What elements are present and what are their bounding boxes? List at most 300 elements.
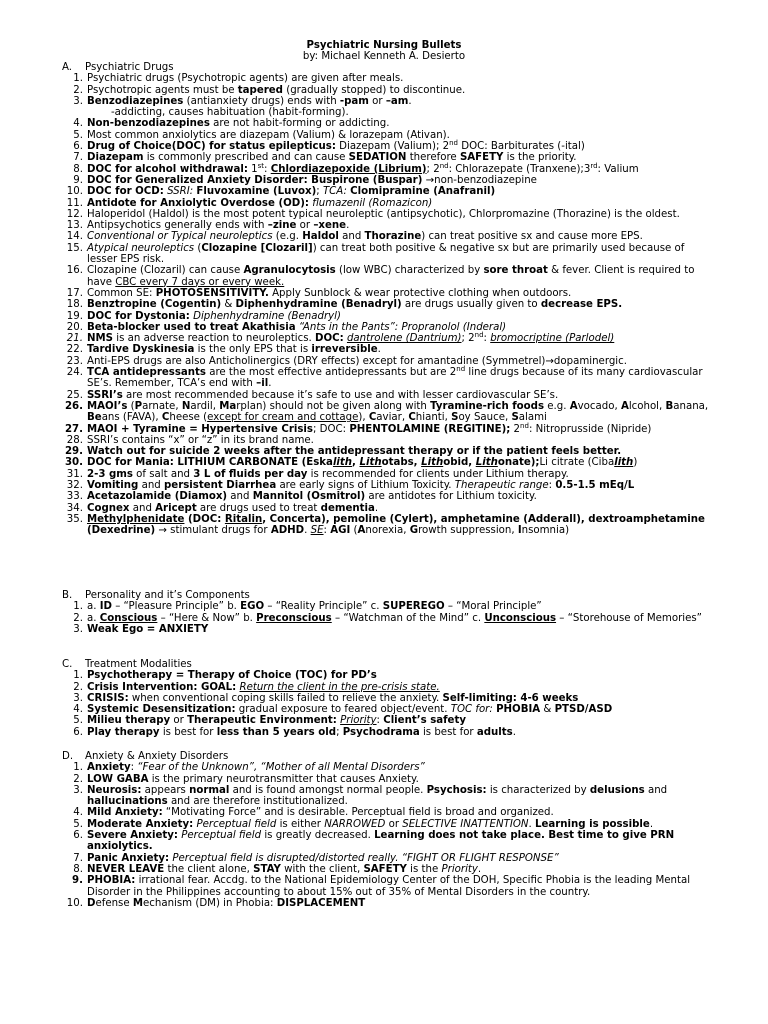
item-number: 26. bbox=[64, 400, 83, 412]
text-run: Weak Ego = ANXIETY bbox=[87, 623, 209, 635]
text-run: Watch out for suicide 2 weeks after the antidepressant therapy or if the patient feels better. bbox=[87, 446, 622, 458]
text-run: or bbox=[296, 220, 314, 232]
item-text bbox=[87, 390, 712, 401]
text-run: is commonly prescribed and can cause bbox=[143, 152, 349, 164]
text-run: PHOBIA bbox=[496, 704, 541, 716]
text-run: S bbox=[451, 412, 459, 424]
text-run: –am bbox=[385, 95, 409, 107]
text-run: persistent Diarrhea bbox=[164, 479, 277, 491]
item-text bbox=[87, 311, 712, 322]
item-number: 25. bbox=[66, 389, 83, 401]
text-run: Apply Sunblock & wear protective clothing when outdoors. bbox=[268, 287, 572, 299]
text-run: dantrolene (Dantrium) bbox=[346, 333, 462, 345]
item-number: 10. bbox=[66, 897, 83, 909]
text-run: “Ants in the Pants”: Propranolol (Inderal) bbox=[298, 321, 507, 333]
text-run: SUPEREGO bbox=[382, 601, 445, 613]
item-text bbox=[87, 344, 712, 355]
text-run: rd bbox=[590, 161, 598, 170]
item-number: 31. bbox=[66, 468, 83, 480]
item-text bbox=[87, 491, 712, 502]
section-title: Psychiatric Drugs bbox=[85, 62, 174, 73]
text-run: and bbox=[227, 491, 253, 503]
text-run: Conventional or Typical neuroleptics bbox=[87, 231, 273, 243]
text-run: NMS bbox=[87, 333, 114, 345]
text-run: ; DOC: bbox=[312, 423, 350, 435]
text-run: rplan) should not be given along with bbox=[236, 400, 431, 412]
text-run: Ritalin bbox=[224, 513, 263, 525]
text-run: -addicting, causes habituation (habit-forming). bbox=[111, 107, 349, 119]
text-run: obid, bbox=[443, 457, 476, 469]
text-run: ans (FAVA), bbox=[101, 412, 162, 424]
text-run: C bbox=[368, 412, 377, 424]
text-run: C bbox=[408, 412, 416, 424]
text-run: “Fear of the Unknown”, “Mother of all Mental Disorders” bbox=[137, 762, 425, 774]
text-run: ardil, bbox=[190, 400, 220, 412]
text-run: and is found amongst normal people. bbox=[229, 784, 427, 796]
text-run: ) can treat both positive & negative sx but are primarily used because of lesser EPS risk. bbox=[87, 242, 685, 266]
item-text bbox=[87, 785, 712, 808]
text-run: : Valium bbox=[597, 163, 639, 175]
item-number: 21. bbox=[66, 333, 83, 345]
text-run: : bbox=[264, 163, 271, 175]
item-number: 4. bbox=[73, 704, 83, 716]
text-run: heese ( bbox=[169, 412, 208, 424]
text-run: Therapeutic range bbox=[454, 479, 549, 491]
text-run: Methylphenidate bbox=[87, 513, 185, 525]
text-run: except for cream and cottage bbox=[207, 412, 359, 424]
text-run: Milieu therapy bbox=[87, 715, 171, 727]
text-run: irreversible bbox=[311, 344, 378, 356]
text-run: SELECTIVE INATTENTION bbox=[402, 818, 529, 830]
item-number: 14. bbox=[66, 231, 83, 243]
item-number: 3. bbox=[73, 95, 83, 107]
text-run: →non-benzodiazepine bbox=[422, 174, 537, 186]
text-run: Priority bbox=[441, 863, 478, 875]
text-run: is the primary neurotransmitter that causes Anxiety. bbox=[148, 773, 419, 785]
text-run: nd bbox=[474, 331, 484, 340]
text-run: . bbox=[528, 818, 535, 830]
text-run: G bbox=[409, 525, 419, 537]
item-text bbox=[87, 670, 712, 681]
list-item bbox=[62, 727, 712, 738]
text-run: dementia bbox=[320, 502, 375, 514]
section-item-list bbox=[62, 670, 712, 738]
text-run: hianti, bbox=[415, 412, 452, 424]
text-run: are antidotes for Lithium toxicity. bbox=[365, 491, 537, 503]
text-run: ), bbox=[358, 412, 369, 424]
section-personality-components bbox=[62, 590, 712, 635]
text-run: (low WBC) characterized by bbox=[335, 265, 484, 277]
text-run: is an adverse reaction to neuroleptics. bbox=[113, 333, 316, 345]
text-run: – “Here & Now” b. bbox=[157, 612, 257, 624]
item-number: 8. bbox=[73, 163, 83, 175]
text-run: . bbox=[346, 220, 350, 232]
text-run: adults bbox=[476, 726, 513, 738]
item-text bbox=[87, 864, 712, 875]
item-number: 13. bbox=[66, 220, 83, 232]
item-number: 10. bbox=[66, 186, 83, 198]
text-run: Clozapine (Clozaril) can cause bbox=[87, 265, 244, 277]
text-run: . bbox=[649, 818, 654, 830]
text-run: Mild Anxiety: bbox=[87, 807, 163, 819]
item-number: 12. bbox=[66, 208, 83, 220]
item-number: 1. bbox=[73, 762, 83, 774]
text-run: a. bbox=[87, 612, 100, 624]
text-run: PHENTOLAMINE (REGITINE); bbox=[349, 423, 511, 435]
text-run: Aricept bbox=[155, 502, 197, 514]
text-run: – “Moral Principle” bbox=[444, 601, 542, 613]
text-run: Preconscious bbox=[256, 612, 332, 624]
text-run: . bbox=[408, 95, 412, 107]
text-run: DOC for OCD: bbox=[87, 186, 164, 198]
item-text bbox=[87, 299, 712, 310]
text-run: Drug of Choice(DOC) for status epilepticus: bbox=[87, 141, 336, 153]
item-number: 2. bbox=[73, 612, 83, 624]
item-number: 19. bbox=[66, 310, 83, 322]
text-run: ( bbox=[350, 525, 358, 537]
list-item bbox=[62, 480, 712, 491]
text-run: 1 bbox=[247, 163, 258, 175]
list-item bbox=[62, 118, 712, 129]
item-number: 23. bbox=[66, 355, 83, 367]
text-run: B bbox=[665, 400, 674, 412]
text-run: N bbox=[181, 400, 191, 412]
item-text bbox=[87, 469, 712, 480]
text-run: are most recommended because it’s safe to use and with lesser cardiovascular SE’s. bbox=[122, 389, 559, 401]
text-run: or bbox=[368, 95, 386, 107]
text-run: ( bbox=[194, 242, 202, 254]
section-letter: A. bbox=[62, 62, 73, 73]
item-text bbox=[87, 613, 712, 624]
text-run: is characterized by bbox=[486, 784, 590, 796]
text-run: : bbox=[483, 333, 491, 345]
text-run: CRISIS: bbox=[87, 692, 129, 704]
text-run: nsomnia) bbox=[521, 525, 570, 537]
item-number: 32. bbox=[66, 479, 83, 491]
text-run: LOW GABA bbox=[87, 773, 149, 785]
text-run: Tyramine-rich foods bbox=[430, 400, 545, 412]
text-run: Diphenhydramine (Benadryl) bbox=[193, 310, 341, 322]
text-run: M bbox=[132, 897, 144, 909]
text-run: Thorazine bbox=[364, 231, 422, 243]
list-item bbox=[62, 457, 712, 468]
text-run: efense bbox=[95, 897, 133, 909]
section-letter: B. bbox=[62, 590, 73, 601]
list-item bbox=[62, 73, 712, 84]
list-item bbox=[62, 265, 712, 288]
section-title: Personality and it’s Components bbox=[85, 590, 250, 601]
text-run: D bbox=[87, 897, 96, 909]
item-number: 18. bbox=[66, 299, 83, 311]
list-item bbox=[62, 774, 712, 785]
text-run: the client alone, bbox=[164, 863, 254, 875]
text-run: and bbox=[338, 231, 365, 243]
text-run: Cognex bbox=[87, 502, 130, 514]
text-run: . bbox=[377, 344, 381, 356]
list-item bbox=[62, 186, 712, 197]
item-number: 11. bbox=[66, 197, 83, 209]
text-run: Crisis Intervention: GOAL: bbox=[87, 681, 237, 693]
text-run: MAOI’s bbox=[87, 400, 128, 412]
text-run: . bbox=[477, 863, 482, 875]
text-run: Diazepam bbox=[87, 152, 144, 164]
text-run: –zine bbox=[267, 220, 297, 232]
text-run: nd bbox=[520, 421, 529, 430]
list-item bbox=[62, 198, 712, 209]
text-run: 2-3 gms bbox=[87, 468, 133, 480]
section-letter: D. bbox=[62, 751, 74, 762]
text-run: Most common anxiolytics are diazepam (Valium) & lorazepam (Ativan). bbox=[87, 129, 450, 141]
text-run: Beta-blocker used to treat Akathisia bbox=[87, 321, 296, 333]
item-number: 6. bbox=[73, 830, 83, 842]
section-title: Treatment Modalities bbox=[85, 659, 192, 670]
text-run: – “Storehouse of Memories” bbox=[556, 612, 702, 624]
text-run: PTSD/ASD bbox=[554, 704, 613, 716]
text-run: are not habit-forming or addicting. bbox=[209, 118, 390, 130]
list-item bbox=[62, 322, 712, 333]
item-number: 16. bbox=[66, 265, 83, 277]
text-run: : bbox=[376, 715, 384, 727]
text-run: when conventional coping skills failed to relieve the anxiety. bbox=[128, 692, 443, 704]
item-text bbox=[87, 231, 712, 242]
item-number: 7. bbox=[73, 852, 83, 864]
section-heading bbox=[62, 62, 712, 73]
item-text bbox=[87, 624, 712, 635]
text-run: is greatly decreased. bbox=[261, 830, 375, 842]
text-run: . bbox=[304, 525, 311, 537]
list-item bbox=[62, 514, 712, 537]
item-text bbox=[87, 130, 712, 141]
list-item bbox=[62, 344, 712, 355]
text-run: Therapeutic Environment: bbox=[187, 715, 337, 727]
text-run: : Chlorazepate (Tranxene);3 bbox=[448, 163, 591, 175]
text-run: Psychotherapy = Therapy of Choice (TOC) for PD’s bbox=[87, 670, 377, 682]
item-text bbox=[87, 73, 712, 84]
text-run: –xene bbox=[313, 220, 347, 232]
list-item bbox=[62, 613, 712, 624]
list-item bbox=[62, 421, 712, 435]
text-run: Neurosis: bbox=[87, 784, 142, 796]
text-run: A bbox=[357, 525, 366, 537]
text-run: Learning does not take place. Best time to give PRN anxiolytics. bbox=[87, 830, 675, 853]
text-run: ADHD bbox=[270, 525, 305, 537]
item-number: 5. bbox=[73, 818, 83, 830]
item-text bbox=[87, 774, 712, 785]
item-text bbox=[87, 96, 712, 119]
text-run: or bbox=[385, 818, 403, 830]
text-run: (gradually stopped) to discontinue. bbox=[282, 84, 466, 96]
text-run: line drugs because of its many cardiovascular SE’s. Remember, TCA’s end with bbox=[87, 367, 703, 390]
text-run: 0.5-1.5 mEq/L bbox=[555, 479, 635, 491]
text-run: ; bbox=[336, 726, 343, 738]
item-text bbox=[87, 288, 712, 299]
text-run: . bbox=[268, 378, 272, 390]
text-run: Psychiatric drugs (Psychotropic agents) are given after meals. bbox=[87, 73, 404, 85]
text-run: flumazenil (Romazicon) bbox=[312, 197, 433, 209]
list-item bbox=[62, 85, 712, 96]
text-run: Client’s safety bbox=[383, 715, 466, 727]
list-item bbox=[62, 864, 712, 875]
text-run: TOC for: bbox=[450, 704, 493, 716]
text-run: Self-limiting: 4-6 weeks bbox=[442, 692, 579, 704]
text-run: tapered bbox=[237, 84, 283, 96]
text-run: & bbox=[221, 299, 236, 311]
text-run: lcohol, bbox=[628, 400, 666, 412]
text-run: S bbox=[511, 412, 519, 424]
text-run: is best for bbox=[159, 726, 217, 738]
text-run: therefore bbox=[406, 152, 460, 164]
item-text bbox=[87, 152, 712, 163]
text-run: STAY bbox=[253, 863, 281, 875]
item-text bbox=[87, 220, 712, 231]
list-item bbox=[62, 390, 712, 401]
item-text bbox=[87, 435, 712, 446]
list-item bbox=[62, 231, 712, 242]
list-item bbox=[62, 715, 712, 726]
text-run: PHOBIA: bbox=[87, 875, 136, 887]
item-text bbox=[87, 322, 712, 333]
text-run: Anxiety bbox=[87, 762, 131, 774]
item-number: 3. bbox=[73, 623, 83, 635]
text-run: hallucinations bbox=[87, 796, 168, 808]
item-text bbox=[87, 421, 712, 435]
text-run: bromocriptine (Parlodel) bbox=[490, 333, 615, 345]
text-run: echanism (DM) in Phobia: bbox=[143, 897, 277, 909]
text-run: DOC for Mania: LITHIUM CARBONATE (Eska bbox=[87, 457, 333, 469]
item-number: 35. bbox=[66, 513, 83, 525]
item-text bbox=[87, 175, 712, 186]
text-run: Diazepam (Valium); 2 bbox=[335, 141, 450, 153]
text-run: are drugs usually given to bbox=[401, 299, 541, 311]
text-run: – “Watchman of the Mind” c. bbox=[331, 612, 485, 624]
list-item bbox=[62, 704, 712, 715]
text-run: & bbox=[540, 704, 555, 716]
text-run: Psychodrama bbox=[342, 726, 420, 738]
text-run: Antidote for Anxiolytic Overdose (OD): bbox=[87, 197, 309, 209]
list-item bbox=[62, 682, 712, 693]
list-item bbox=[62, 853, 712, 864]
text-run: : bbox=[323, 525, 331, 537]
text-run: Learning is possible bbox=[534, 818, 650, 830]
item-number: 22. bbox=[66, 344, 83, 356]
list-item bbox=[62, 807, 712, 818]
text-run: Atypical neuroleptics bbox=[87, 242, 195, 254]
text-run: Panic Anxiety: bbox=[87, 852, 170, 864]
text-run: Li citrate (Ciba bbox=[539, 457, 615, 469]
section-psychiatric-drugs bbox=[62, 62, 712, 536]
text-run: onate); bbox=[497, 457, 540, 469]
text-run: Priority bbox=[340, 715, 377, 727]
item-number: 4. bbox=[73, 118, 83, 130]
text-run: Tardive Dyskinesia bbox=[87, 344, 195, 356]
item-number: 1. bbox=[73, 670, 83, 682]
text-run: arnate, bbox=[142, 400, 182, 412]
text-run: ; 2 bbox=[461, 333, 475, 345]
list-item bbox=[62, 141, 712, 152]
list-item bbox=[62, 288, 712, 299]
text-run: NEVER LEAVE bbox=[87, 863, 165, 875]
text-run: Conscious bbox=[99, 612, 158, 624]
item-number: 17. bbox=[66, 287, 83, 299]
list-item bbox=[62, 670, 712, 681]
list-item bbox=[62, 161, 712, 175]
item-number: 4. bbox=[73, 807, 83, 819]
list-item bbox=[62, 130, 712, 141]
list-item bbox=[62, 243, 712, 266]
item-text bbox=[87, 715, 712, 726]
text-run: ) bbox=[633, 457, 638, 469]
text-run: A bbox=[620, 400, 629, 412]
item-text bbox=[87, 186, 712, 197]
text-run: Perceptual field bbox=[181, 830, 262, 842]
section-letter: C. bbox=[62, 659, 73, 670]
item-number: 1. bbox=[73, 601, 83, 613]
text-run: of salt and bbox=[132, 468, 194, 480]
text-run: . bbox=[512, 726, 516, 738]
text-run: Chlordiazepoxide (Librium) bbox=[270, 163, 427, 175]
text-run: Benzodiazepines bbox=[87, 95, 184, 107]
text-run: lith bbox=[614, 457, 634, 469]
section-item-list bbox=[62, 762, 712, 909]
text-run: 2 bbox=[510, 423, 521, 435]
text-run: PHOTOSENSITIVITY. bbox=[155, 287, 269, 299]
item-number: 33. bbox=[66, 491, 83, 503]
text-run: DOC for alcohol withdrawal: bbox=[87, 163, 248, 175]
text-run: CBC every 7 days or every week. bbox=[115, 276, 285, 288]
text-run: Vomiting bbox=[87, 479, 139, 491]
item-number: 2. bbox=[73, 681, 83, 693]
list-item bbox=[62, 830, 712, 853]
item-text bbox=[87, 480, 712, 491]
text-run: Anti-EPS drugs are also Anticholinergics (DRY effects) except for amantadine (Symmetrel)→dopaminergic. bbox=[87, 355, 627, 367]
text-run: – “Pleasure Principle” b. bbox=[111, 601, 241, 613]
item-number: 8. bbox=[73, 863, 83, 875]
text-run: (DOC: bbox=[184, 513, 225, 525]
text-run: , Concerta), pemoline (Cylert), amphetamine (Adderall), dextroamphetamine (Dexedrine) bbox=[87, 513, 705, 537]
document-author: by: Michael Kenneth A. Desierto bbox=[302, 51, 466, 62]
list-item bbox=[62, 469, 712, 480]
item-text bbox=[87, 853, 712, 864]
text-run: ; bbox=[316, 186, 323, 198]
item-text bbox=[87, 503, 712, 514]
item-text bbox=[87, 693, 712, 704]
item-text bbox=[87, 682, 712, 693]
text-run: “Motivating Force” and is desirable. Perceptual field is broad and organized. bbox=[162, 807, 554, 819]
text-run: : Nitroprusside (Nipride) bbox=[528, 423, 652, 435]
text-run: Psychotropic agents must be bbox=[87, 84, 238, 96]
text-run: DOC for Generalized Anxiety Disorder: Buspirone (Buspar) bbox=[87, 174, 423, 186]
text-run: DISPLACEMENT bbox=[276, 897, 366, 909]
item-text bbox=[87, 446, 712, 457]
text-run: is best for bbox=[419, 726, 477, 738]
text-run: nd bbox=[449, 139, 459, 148]
text-run: : bbox=[548, 479, 556, 491]
item-number: 15. bbox=[66, 242, 83, 254]
section-title: Anxiety & Anxiety Disorders bbox=[85, 751, 229, 762]
text-run: P bbox=[134, 400, 143, 412]
text-run: – “Reality Principle” c. bbox=[264, 601, 383, 613]
item-text bbox=[87, 807, 712, 818]
item-text bbox=[87, 265, 712, 288]
text-run: Benztropine (Cogentin) bbox=[87, 299, 222, 311]
item-number: 7. bbox=[73, 152, 83, 164]
list-item bbox=[62, 220, 712, 231]
item-text bbox=[87, 356, 712, 367]
item-text bbox=[87, 85, 712, 96]
text-run: Severe Anxiety: bbox=[87, 830, 178, 842]
text-run: ID bbox=[99, 601, 112, 613]
list-item bbox=[62, 601, 712, 612]
